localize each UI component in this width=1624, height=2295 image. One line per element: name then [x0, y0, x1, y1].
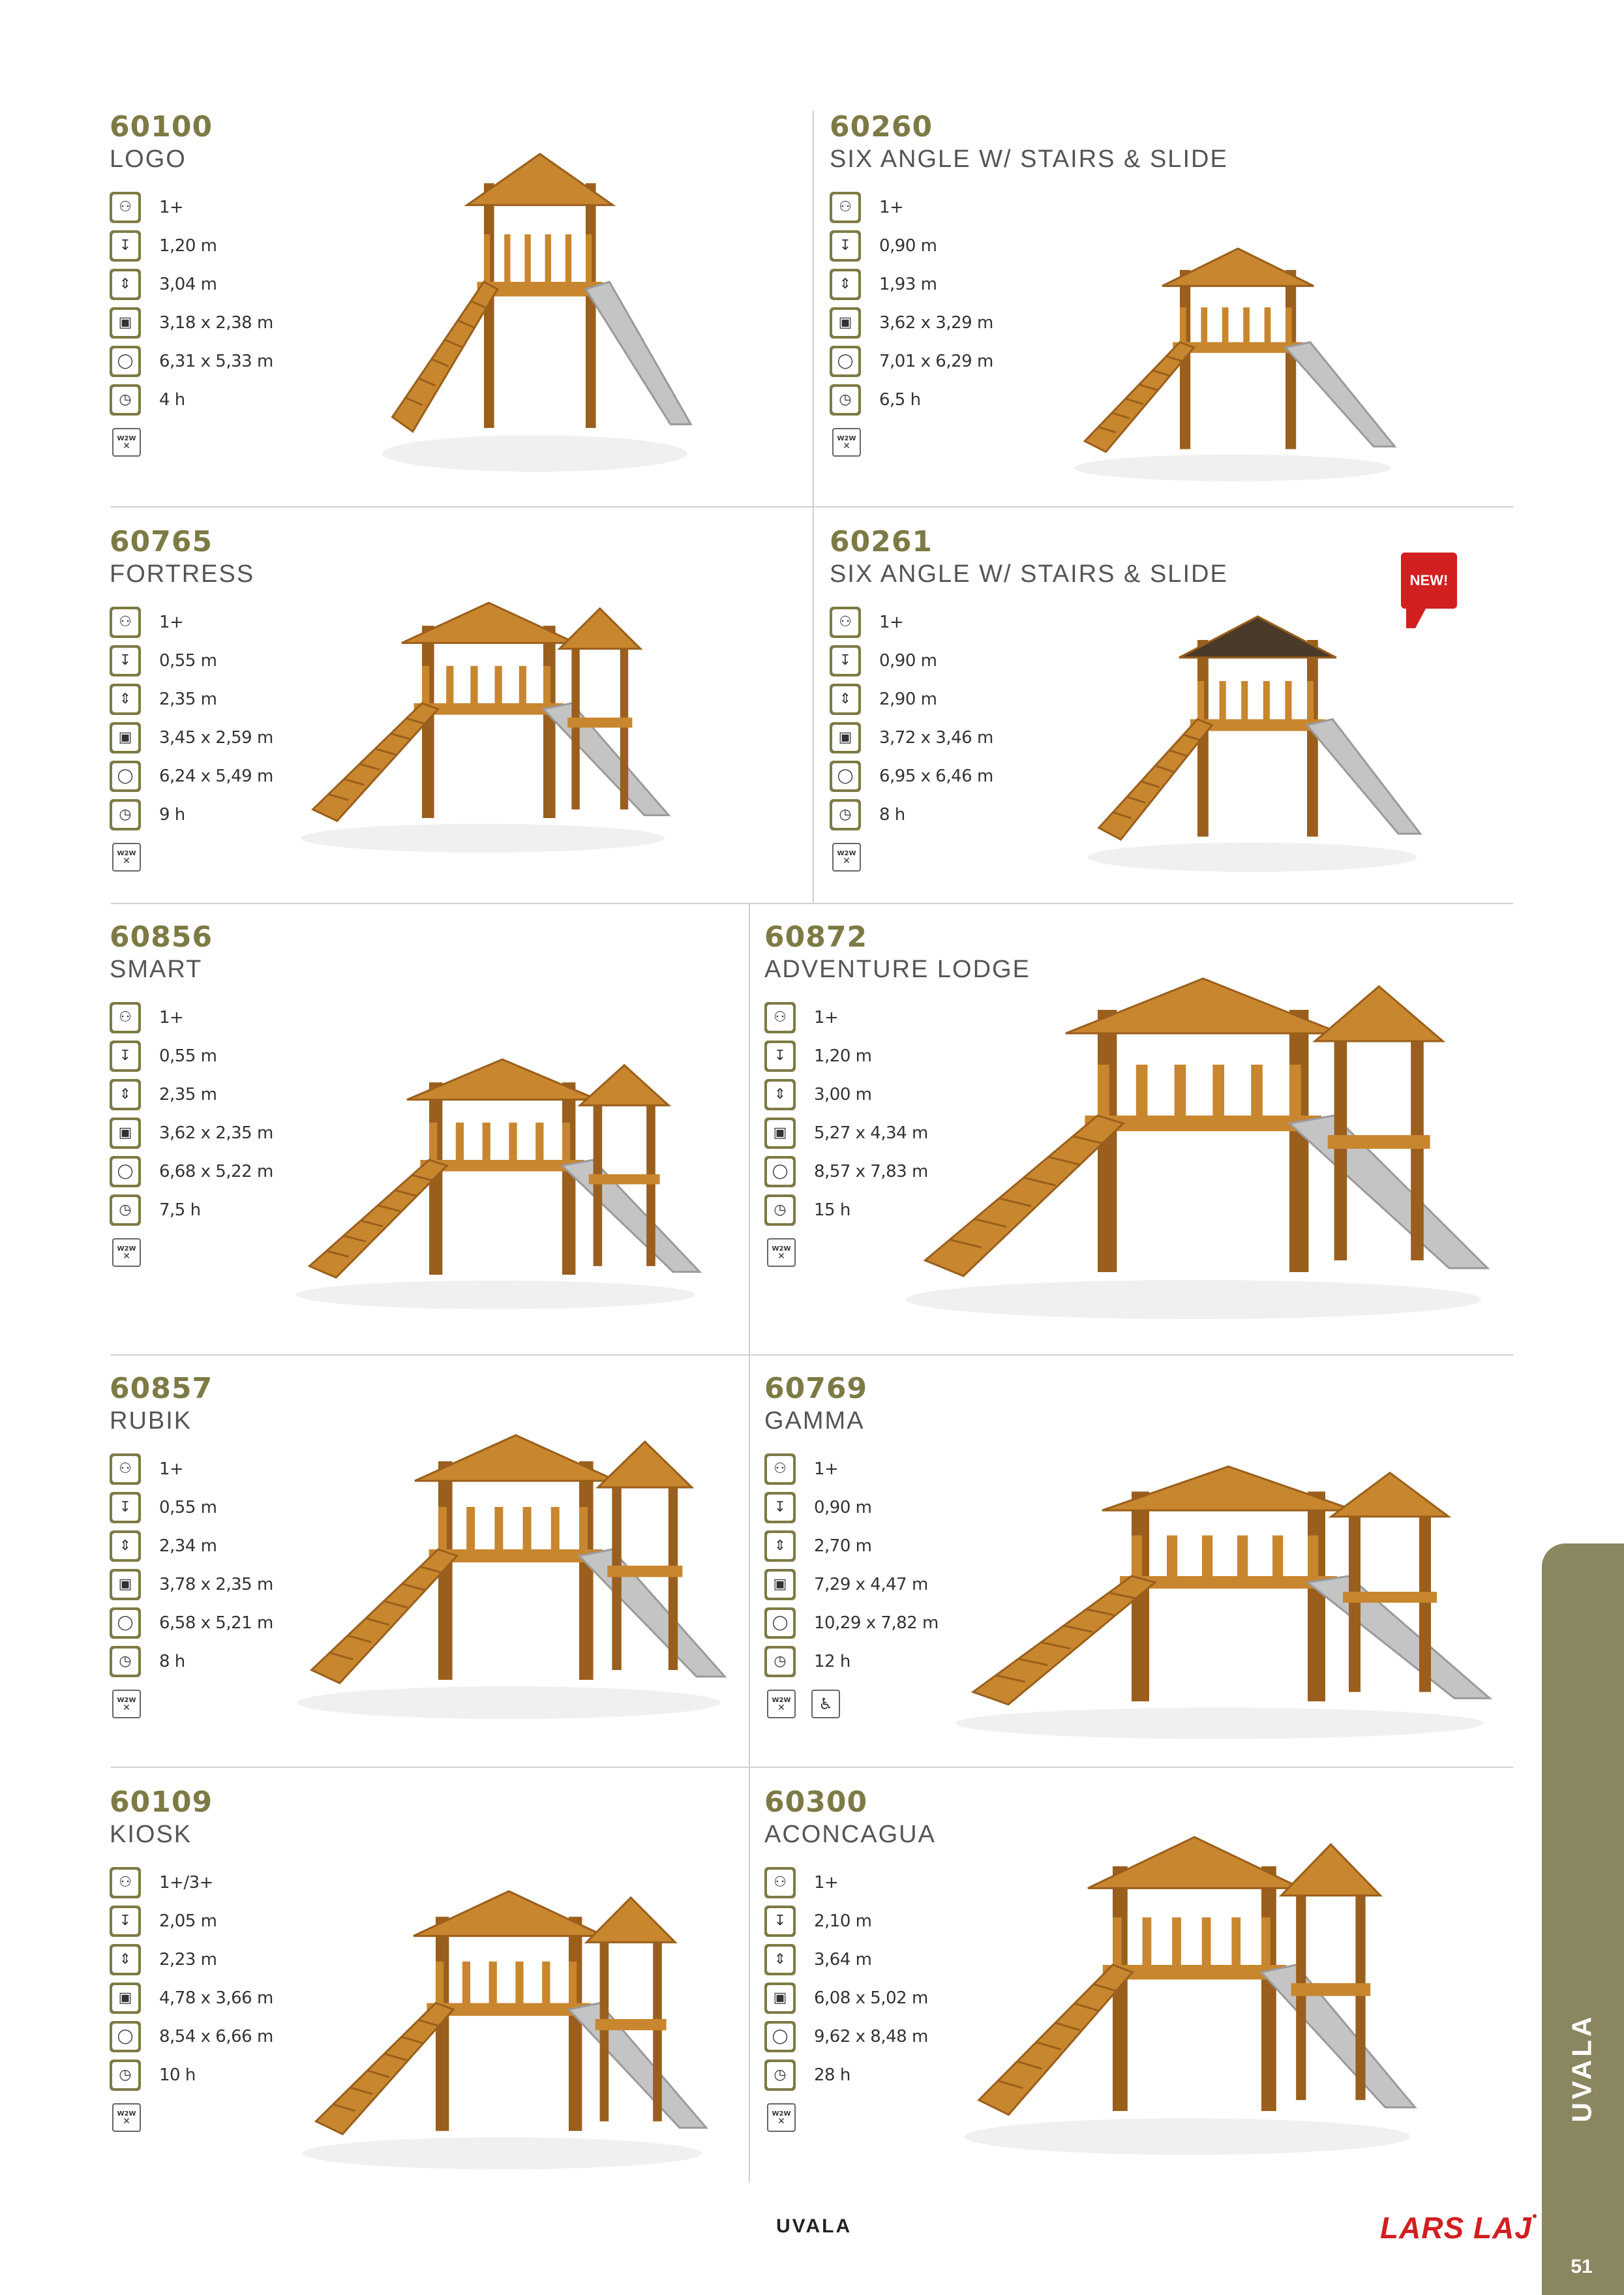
users-age-icon: ⚇	[110, 607, 141, 638]
users-age-icon: ⚇	[764, 1453, 796, 1485]
spec-row	[110, 342, 273, 380]
install-time-icon: ◷	[110, 384, 141, 416]
spec-value: 1,20 m	[159, 236, 217, 256]
install-time-icon: ◷	[110, 1194, 141, 1226]
spec-row	[764, 1527, 939, 1565]
spec-row	[110, 1114, 273, 1152]
spec-value: 1+	[159, 1459, 184, 1479]
spec-value: 7,01 x 6,29 m	[879, 351, 993, 371]
spec-list	[110, 188, 273, 419]
product-code: 60765	[110, 525, 213, 558]
spec-value: 1+	[159, 197, 184, 217]
spec-row	[110, 1863, 273, 1902]
w2w-badge-icon: W2W ✕	[832, 843, 861, 872]
spec-row	[110, 1565, 273, 1603]
spec-row	[110, 380, 273, 419]
badge-row	[767, 2103, 936, 2132]
install-time-icon: ◷	[764, 2059, 796, 2091]
spec-value: 2,34 m	[159, 1536, 217, 1556]
safety-area-icon: ◯	[764, 1607, 796, 1639]
product-photo	[274, 1403, 744, 1729]
brand-logo: LARS LAJ●	[1380, 2210, 1539, 2245]
users-age-icon: ⚇	[110, 1453, 141, 1485]
safety-area-icon: ◯	[764, 2021, 796, 2052]
spec-value: 2,05 m	[159, 1911, 217, 1931]
spec-row	[764, 1565, 939, 1603]
max-height-icon: ⇕	[830, 684, 861, 715]
w2w-badge-icon: W2W ✕	[112, 1238, 141, 1267]
spec-value: 1+	[814, 1872, 839, 1892]
dimensions-icon: ▣	[764, 1569, 796, 1600]
spec-row	[764, 1979, 936, 2017]
spec-list	[110, 998, 273, 1229]
spec-value: 8 h	[159, 1651, 185, 1671]
spec-value: 28 h	[814, 2065, 850, 2085]
spec-value: 2,10 m	[814, 1911, 872, 1931]
max-height-icon: ⇕	[110, 1530, 141, 1562]
safety-area-icon: ◯	[110, 346, 141, 377]
product-code: 60857	[110, 1372, 213, 1405]
spec-value: 8 h	[879, 804, 905, 825]
badge-row	[112, 428, 273, 457]
fall-height-icon: ↧	[764, 1906, 796, 1937]
spec-value: 15 h	[814, 1200, 850, 1220]
spec-value: 6,68 x 5,22 m	[159, 1161, 273, 1181]
install-time-icon: ◷	[110, 2059, 141, 2091]
safety-area-icon: ◯	[110, 1156, 141, 1187]
spec-value: 6,5 h	[879, 389, 921, 410]
spec-value: 3,78 x 2,35 m	[159, 1574, 273, 1594]
divider	[813, 111, 814, 903]
spec-value: 3,64 m	[814, 1949, 872, 1969]
product-name: KIOSK	[110, 1821, 192, 1848]
spec-value: 0,90 m	[879, 650, 937, 671]
product-photo	[274, 1031, 717, 1318]
product-name: GAMMA	[764, 1407, 865, 1435]
spec-value: 1+	[814, 1007, 839, 1027]
product-block	[110, 1373, 273, 1718]
product-name: SIX ANGLE W/ STAIRS & SLIDE	[830, 560, 1228, 588]
spec-list	[764, 1450, 939, 1680]
spec-value: 0,55 m	[159, 1497, 217, 1517]
install-time-icon: ◷	[830, 384, 861, 416]
product-photo	[280, 574, 685, 861]
product-block	[110, 111, 273, 457]
product-name: LOGO	[110, 145, 187, 173]
spec-row	[764, 1863, 936, 1902]
spec-value: 10 h	[159, 2065, 196, 2085]
safety-area-icon: ◯	[830, 346, 861, 377]
page-number: 51	[1571, 2256, 1593, 2277]
spec-value: 2,23 m	[159, 1949, 217, 1969]
product-name: SMART	[110, 956, 203, 983]
product-block	[110, 921, 273, 1267]
spec-value: 2,35 m	[159, 1084, 217, 1104]
product-block	[764, 1786, 936, 2132]
spec-row	[110, 757, 273, 795]
max-height-icon: ⇕	[764, 1944, 796, 1975]
badge-row	[112, 1690, 273, 1718]
spec-row	[110, 680, 273, 718]
max-height-icon: ⇕	[110, 1944, 141, 1975]
fall-height-icon: ↧	[764, 1492, 796, 1523]
product-code: 60856	[110, 920, 213, 954]
spec-row	[764, 1902, 936, 1940]
spec-value: 1+	[159, 1007, 184, 1027]
product-photo	[926, 1435, 1513, 1748]
new-badge	[1401, 553, 1457, 631]
spec-row	[110, 1037, 273, 1075]
spec-row	[110, 1152, 273, 1191]
w2w-badge-icon: W2W ✕	[767, 1238, 796, 1267]
spec-value: 1,93 m	[879, 274, 937, 294]
dimensions-icon: ▣	[830, 307, 861, 339]
dimensions-icon: ▣	[110, 722, 141, 753]
spec-row	[110, 188, 273, 226]
footer-category: UVALA	[776, 2215, 852, 2237]
spec-value: 2,90 m	[879, 689, 937, 709]
dimensions-icon: ▣	[110, 1569, 141, 1600]
spec-value: 0,90 m	[814, 1497, 872, 1517]
product-block	[764, 1373, 939, 1718]
spec-row	[110, 1488, 273, 1527]
spec-value: 3,04 m	[159, 274, 217, 294]
spec-value: 1+	[879, 612, 904, 632]
side-tab-label-wrap	[1552, 1996, 1611, 2140]
safety-area-icon: ◯	[110, 761, 141, 792]
spec-value: 7,5 h	[159, 1200, 201, 1220]
badge-row	[112, 2103, 273, 2132]
badge-row	[112, 1238, 273, 1267]
fall-height-icon: ↧	[110, 1041, 141, 1072]
product-block	[110, 526, 273, 872]
product-photo	[874, 939, 1513, 1331]
max-height-icon: ⇕	[764, 1530, 796, 1562]
users-age-icon: ⚇	[764, 1867, 796, 1898]
spec-row	[830, 188, 1228, 226]
spec-row	[110, 1450, 273, 1488]
spec-value: 9 h	[159, 804, 185, 825]
product-photo	[1057, 222, 1409, 489]
spec-value: 12 h	[814, 1651, 850, 1671]
spec-row	[764, 2017, 936, 2056]
spec-value: 6,08 x 5,02 m	[814, 1988, 928, 2008]
spec-value: 2,70 m	[814, 1536, 872, 1556]
spec-row	[110, 998, 273, 1037]
safety-area-icon: ◯	[830, 761, 861, 792]
spec-row	[764, 1450, 939, 1488]
fall-height-icon: ↧	[830, 645, 861, 676]
badge-row	[767, 1690, 939, 1718]
w2w-badge-icon: W2W ✕	[112, 2103, 141, 2132]
spec-row	[110, 226, 273, 265]
fall-height-icon: ↧	[110, 1906, 141, 1937]
w2w-badge-icon: W2W ✕	[112, 843, 141, 872]
users-age-icon: ⚇	[110, 192, 141, 223]
fall-height-icon: ↧	[830, 230, 861, 262]
spec-value: 4 h	[159, 389, 185, 410]
spec-value: 3,45 x 2,59 m	[159, 727, 273, 748]
spec-value: 7,29 x 4,47 m	[814, 1574, 928, 1594]
max-height-icon: ⇕	[110, 269, 141, 300]
safety-area-icon: ◯	[764, 1156, 796, 1187]
spec-row	[110, 1603, 273, 1642]
spec-list	[110, 1863, 273, 2094]
max-height-icon: ⇕	[110, 1079, 141, 1110]
spec-row	[110, 1075, 273, 1114]
spec-row	[110, 2056, 273, 2094]
w2w-badge-icon: W2W ✕	[767, 1690, 796, 1718]
users-age-icon: ⚇	[830, 192, 861, 223]
spec-value: 9,62 x 8,48 m	[814, 2026, 928, 2046]
side-tab-label: UVALA	[1566, 2013, 1597, 2123]
users-age-icon: ⚇	[830, 607, 861, 638]
dimensions-icon: ▣	[110, 1117, 141, 1149]
spec-value: 6,24 x 5,49 m	[159, 766, 273, 786]
product-photo	[939, 1801, 1435, 2166]
spec-value: 1,20 m	[814, 1046, 872, 1066]
spec-row	[110, 1191, 273, 1229]
install-time-icon: ◷	[764, 1194, 796, 1226]
spec-list	[110, 1450, 273, 1680]
spec-row	[764, 1940, 936, 1979]
dimensions-icon: ▣	[110, 1983, 141, 2014]
spec-row	[764, 2056, 936, 2094]
spec-value: 3,62 x 2,35 m	[159, 1123, 273, 1143]
dimensions-icon: ▣	[764, 1117, 796, 1149]
spec-row	[110, 265, 273, 303]
dimensions-icon: ▣	[764, 1983, 796, 2014]
product-name: FORTRESS	[110, 560, 255, 588]
product-name: SIX ANGLE W/ STAIRS & SLIDE	[830, 145, 1228, 173]
dimensions-icon: ▣	[110, 307, 141, 339]
product-code: 60109	[110, 1786, 213, 1819]
dimensions-icon: ▣	[830, 722, 861, 753]
spec-value: 1+	[159, 612, 184, 632]
fall-height-icon: ↧	[110, 230, 141, 262]
spec-value: 6,95 x 6,46 m	[879, 766, 993, 786]
spec-value: 8,54 x 6,66 m	[159, 2026, 273, 2046]
product-name: RUBIK	[110, 1407, 192, 1435]
install-time-icon: ◷	[110, 1646, 141, 1677]
spec-row	[764, 1603, 939, 1642]
spec-value: 5,27 x 4,34 m	[814, 1123, 928, 1143]
fall-height-icon: ↧	[110, 1492, 141, 1523]
spec-row	[110, 1940, 273, 1979]
install-time-icon: ◷	[764, 1646, 796, 1677]
spec-row	[110, 303, 273, 342]
spec-value: 2,35 m	[159, 689, 217, 709]
spec-value: 1+	[814, 1459, 839, 1479]
product-code: 60100	[110, 110, 213, 144]
safety-area-icon: ◯	[110, 1607, 141, 1639]
spec-row	[110, 718, 273, 757]
w2w-badge-icon: W2W ✕	[112, 1690, 141, 1718]
spec-row	[110, 1979, 273, 2017]
badge-row	[112, 843, 273, 872]
product-code: 60260	[830, 110, 933, 144]
brand-logo-text: LARS LAJ	[1380, 2211, 1532, 2245]
spec-row	[110, 1527, 273, 1565]
product-code: 60769	[764, 1372, 868, 1405]
spec-row	[110, 1902, 273, 1940]
divider	[111, 903, 1513, 904]
max-height-icon: ⇕	[764, 1079, 796, 1110]
fall-height-icon: ↧	[764, 1041, 796, 1072]
spec-value: 3,00 m	[814, 1084, 872, 1104]
spec-value: 10,29 x 7,82 m	[814, 1613, 939, 1633]
w2w-badge-icon: W2W ✕	[112, 428, 141, 457]
max-height-icon: ⇕	[830, 269, 861, 300]
spec-row	[764, 1642, 939, 1680]
product-name: ADVENTURE LODGE	[764, 956, 1030, 983]
max-height-icon: ⇕	[110, 684, 141, 715]
spec-list	[764, 1863, 936, 2094]
spec-row	[110, 641, 273, 680]
fall-height-icon: ↧	[110, 645, 141, 676]
product-code: 60872	[764, 920, 868, 954]
product-photo	[1070, 587, 1435, 881]
install-time-icon: ◷	[830, 799, 861, 830]
product-photo	[365, 117, 704, 483]
spec-row	[110, 1642, 273, 1680]
product-photo	[280, 1859, 724, 2179]
divider	[111, 1354, 1513, 1356]
users-age-icon: ⚇	[110, 1002, 141, 1033]
spec-value: 3,18 x 2,38 m	[159, 312, 273, 333]
product-block	[110, 1786, 273, 2132]
new-badge-label: NEW!	[1401, 553, 1457, 609]
spec-row	[110, 2017, 273, 2056]
divider	[111, 506, 1513, 508]
product-code: 60300	[764, 1786, 868, 1819]
spec-list	[110, 603, 273, 834]
w2w-badge-icon: W2W ✕	[832, 428, 861, 457]
users-age-icon: ⚇	[764, 1002, 796, 1033]
product-code: 60261	[830, 525, 933, 558]
spec-value: 1+/3+	[159, 1872, 213, 1892]
install-time-icon: ◷	[110, 799, 141, 830]
spec-value: 6,58 x 5,21 m	[159, 1613, 273, 1633]
spec-value: 1+	[879, 197, 904, 217]
divider	[749, 903, 750, 2183]
spec-value: 4,78 x 3,66 m	[159, 1988, 273, 2008]
users-age-icon: ⚇	[110, 1867, 141, 1898]
w2w-badge-icon: W2W ✕	[767, 2103, 796, 2132]
spec-row	[110, 795, 273, 834]
product-name: ACONCAGUA	[764, 1821, 936, 1848]
wheelchair-accessible-icon: ♿	[811, 1690, 840, 1718]
spec-value: 0,90 m	[879, 236, 937, 256]
side-tab	[1542, 1543, 1624, 2295]
safety-area-icon: ◯	[110, 2021, 141, 2052]
spec-value: 0,55 m	[159, 650, 217, 671]
spec-row	[764, 1488, 939, 1527]
spec-value: 8,57 x 7,83 m	[814, 1161, 928, 1181]
spec-row	[110, 603, 273, 641]
spec-value: 3,72 x 3,46 m	[879, 727, 993, 748]
spec-value: 6,31 x 5,33 m	[159, 351, 273, 371]
spec-value: 0,55 m	[159, 1046, 217, 1066]
spec-value: 3,62 x 3,29 m	[879, 312, 993, 333]
divider	[111, 1767, 1513, 1768]
